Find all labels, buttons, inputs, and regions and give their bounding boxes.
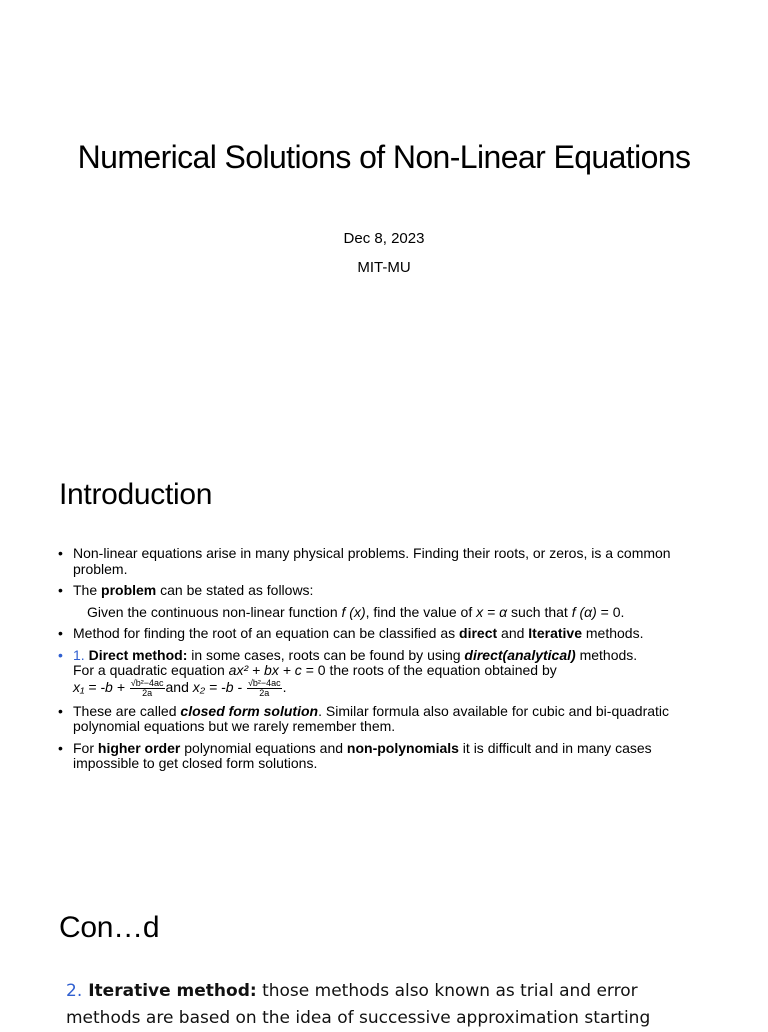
introduction-bullets [58,546,713,778]
iterative-method-text: 2. Iterative method: those methods also known as trial and error methods are based on the idea of successive approximation starting [66,981,651,1028]
introduction-heading: Introduction [59,478,213,511]
problem-statement: Given the continuous non-linear function f (x), find the value of x = α such that f (α) = 0. [87,603,625,620]
bullet-item: • These are called closed form solution. Similar formula also available for cubic and bi-quadratic polynomial equations but we rarely remember them. [58,702,670,734]
bullet-dot-icon: • [58,582,63,598]
bullet-dot-icon: • [58,625,63,641]
slide-title: Numerical Solutions of Non-Linear Equations [77,139,691,175]
quadratic-fraction: $\frac{\text{√b²−4ac}}{2a}$ [130,677,164,698]
continued-heading: Con…d [59,911,160,944]
bullet-dot-icon: • [58,702,63,719]
bullet-item: • The problem can be stated as follows: [58,582,314,598]
slide-date: Dec 8, 2023 [343,230,425,247]
bullet-dot-icon: • [58,646,63,663]
quadratic-fraction: $\frac{\text{√b²−4ac}}{2a}$ [247,677,281,698]
bullet-item: • 1. Direct method: in some cases, roots can be found by using direct(analytical) methods. For a quadratic equation ax² + bx + c = 0 the roots of the equation obtained by x₁ = -b + $\frac{\text{√b²−4ac}}{2a}$ and x₂ = -b - $\frac{\text{√b²−4ac}}{2a}$ . [58,646,638,698]
bullet-dot-icon: • [58,739,63,756]
bullet-item: • Non-linear equations arise in many physical problems. Finding their roots, or zeros, is a common problem. [58,545,671,577]
bullet-dot-icon: • [58,545,63,561]
slide-organization: MIT-MU [357,259,411,276]
bullet-item: • Method for finding the root of an equation can be classified as direct and Iterative methods. [58,625,644,641]
bullet-item: • For higher order polynomial equations and non-polynomials it is difficult and in many cases impossible to get closed form solutions. [58,739,652,771]
